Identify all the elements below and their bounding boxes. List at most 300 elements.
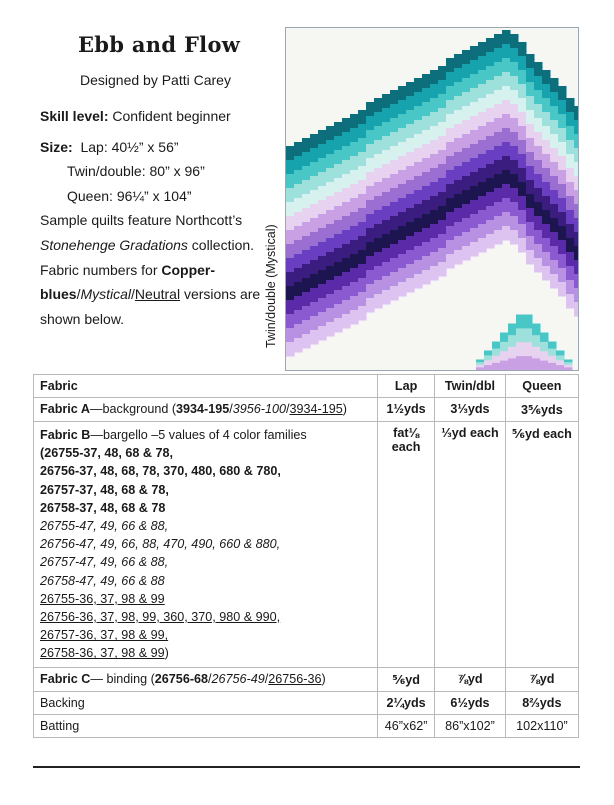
quilt-pyramid-block bbox=[484, 355, 493, 360]
quilt-band-block bbox=[342, 160, 351, 175]
quilt-band-block bbox=[406, 110, 415, 125]
quilt-band-block bbox=[334, 276, 343, 291]
quilt-pyramid-block bbox=[516, 342, 525, 356]
quilt-band-block bbox=[390, 118, 399, 133]
quilt-band-block bbox=[414, 218, 423, 233]
quilt-band-block bbox=[390, 132, 399, 147]
quilt-pyramid-block bbox=[556, 351, 565, 356]
quilt-band-block bbox=[542, 168, 551, 183]
quilt-band-block bbox=[294, 296, 303, 311]
quilt-band-block bbox=[542, 98, 551, 113]
quilt-band-block bbox=[558, 86, 567, 101]
quilt-band-block bbox=[422, 242, 431, 257]
quilt-band-block bbox=[318, 326, 327, 341]
quilt-band-block bbox=[454, 250, 463, 265]
quilt-band-block bbox=[398, 156, 407, 171]
quilt-band-block bbox=[414, 92, 423, 107]
quilt-band-block bbox=[414, 78, 423, 93]
quilt-band-block bbox=[534, 104, 543, 119]
quilt-band-block bbox=[526, 194, 535, 209]
quilt-band-block bbox=[302, 222, 311, 237]
quilt-band-block bbox=[406, 278, 415, 293]
quilt-band-block bbox=[374, 196, 383, 211]
quilt-band-block bbox=[374, 294, 383, 309]
quilt-band-block bbox=[382, 248, 391, 263]
quilt-band-block bbox=[574, 260, 579, 275]
quilt-band-block bbox=[414, 260, 423, 275]
quilt-band-block bbox=[406, 222, 415, 237]
quilt-band-block bbox=[566, 168, 575, 183]
quilt-band-block bbox=[310, 330, 319, 345]
quilt-band-block bbox=[342, 314, 351, 329]
quilt-band-block bbox=[454, 166, 463, 181]
quilt-band-block bbox=[510, 104, 519, 119]
quilt-band-block bbox=[558, 282, 567, 297]
quilt-band-block bbox=[414, 162, 423, 177]
sample-text-3: versions are shown below. bbox=[40, 286, 261, 327]
quilt-band-block bbox=[302, 334, 311, 349]
quilt-band-block bbox=[566, 154, 575, 169]
quilt-band-block bbox=[558, 184, 567, 199]
quilt-band-block bbox=[502, 184, 511, 199]
quilt-band-block bbox=[438, 122, 447, 137]
quilt-band-block bbox=[310, 232, 319, 247]
quilt-band-block bbox=[494, 216, 503, 231]
quilt-band-block bbox=[534, 174, 543, 189]
quilt-band-block bbox=[494, 188, 503, 203]
quilt-band-block bbox=[454, 82, 463, 97]
quilt-band-block bbox=[446, 128, 455, 143]
fabric-b-copper-line: (26755-37, 48, 68 & 78, bbox=[40, 446, 174, 461]
quilt-band-block bbox=[566, 112, 575, 127]
quilt-band-block bbox=[446, 254, 455, 269]
quilt-band-block bbox=[510, 132, 519, 147]
quilt-band-block bbox=[438, 234, 447, 249]
quilt-band-block bbox=[390, 286, 399, 301]
quilt-band-block bbox=[326, 280, 335, 295]
quilt-band-block bbox=[550, 204, 559, 219]
quilt-pyramid-block bbox=[532, 324, 541, 336]
quilt-band-block bbox=[358, 110, 367, 125]
quilt-band-block bbox=[470, 46, 479, 61]
quilt-band-block bbox=[566, 210, 575, 225]
quilt-band-block bbox=[566, 140, 575, 155]
quilt-band-block bbox=[302, 152, 311, 167]
quilt-band-block bbox=[542, 182, 551, 197]
quilt-band-block bbox=[486, 178, 495, 193]
quilt-band-block bbox=[382, 164, 391, 179]
quilt-band-block bbox=[446, 240, 455, 255]
quilt-band-block bbox=[342, 202, 351, 217]
quilt-band-block bbox=[566, 280, 575, 295]
quilt-band-block bbox=[542, 70, 551, 85]
skill-value: Confident beginner bbox=[108, 108, 231, 124]
quilt-band-block bbox=[454, 96, 463, 111]
quilt-pyramid-block bbox=[516, 315, 525, 329]
quilt-band-block bbox=[542, 84, 551, 99]
quilt-band-block bbox=[350, 240, 359, 255]
quilt-band-block bbox=[486, 206, 495, 221]
fabric-c-mystical: 26756-49 bbox=[211, 671, 265, 686]
quilt-band-block bbox=[326, 322, 335, 337]
quilt-band-block bbox=[574, 218, 579, 233]
quilt-band-block bbox=[374, 266, 383, 281]
quilt-band-block bbox=[318, 186, 327, 201]
quilt-band-block bbox=[558, 240, 567, 255]
quilt-band-block bbox=[310, 204, 319, 219]
quilt-band-block bbox=[398, 142, 407, 157]
quilt-band-block bbox=[414, 106, 423, 121]
quilt-band-block bbox=[542, 238, 551, 253]
backing-twin: 6½yds bbox=[435, 691, 506, 714]
quilt-band-block bbox=[326, 294, 335, 309]
quilt-band-block bbox=[302, 264, 311, 279]
quilt-pyramid-block bbox=[492, 342, 501, 350]
quilt-band-block bbox=[494, 104, 503, 119]
quilt-band-block bbox=[502, 170, 511, 185]
quilt-band-block bbox=[574, 288, 579, 303]
quilt-band-block bbox=[414, 120, 423, 135]
quilt-band-block bbox=[526, 180, 535, 195]
quilt-pyramid-block bbox=[516, 356, 525, 370]
quilt-band-block bbox=[550, 260, 559, 275]
quilt-band-block bbox=[470, 130, 479, 145]
quilt-band-block bbox=[358, 152, 367, 167]
paren: ) bbox=[321, 671, 326, 686]
quilt-band-block bbox=[286, 160, 295, 175]
fabric-requirements-table bbox=[33, 374, 579, 738]
quilt-band-block bbox=[366, 102, 375, 117]
quilt-band-block bbox=[326, 210, 335, 225]
quilt-band-block bbox=[542, 224, 551, 239]
quilt-band-block bbox=[342, 300, 351, 315]
quilt-band-block bbox=[478, 70, 487, 85]
quilt-band-block bbox=[502, 72, 511, 87]
quilt-band-block bbox=[550, 78, 559, 93]
quilt-band-block bbox=[526, 124, 535, 139]
quilt-band-block bbox=[302, 138, 311, 153]
quilt-band-block bbox=[470, 60, 479, 75]
table-header-row bbox=[34, 375, 579, 398]
quilt-pyramid-block bbox=[484, 351, 493, 356]
quilt-band-block bbox=[414, 148, 423, 163]
quilt-band-block bbox=[494, 34, 503, 49]
quilt-band-block bbox=[422, 158, 431, 173]
quilt-band-block bbox=[526, 82, 535, 97]
quilt-band-block bbox=[294, 198, 303, 213]
quilt-band-block bbox=[318, 242, 327, 257]
quilt-band-block bbox=[510, 146, 519, 161]
quilt-band-block bbox=[462, 64, 471, 79]
backing-lap: 2¼yds bbox=[378, 691, 435, 714]
quilt-band-block bbox=[526, 152, 535, 167]
fabric-a-mystical: 3956-100 bbox=[232, 402, 286, 416]
quilt-band-block bbox=[382, 192, 391, 207]
bottom-rule bbox=[33, 766, 580, 768]
quilt-band-block bbox=[534, 76, 543, 91]
quilt-band-block bbox=[326, 252, 335, 267]
sample-note bbox=[40, 208, 270, 331]
quilt-pyramid-block bbox=[540, 361, 549, 371]
quilt-band-block bbox=[422, 228, 431, 243]
quilt-band-block bbox=[526, 208, 535, 223]
quilt-band-block bbox=[574, 148, 579, 163]
quilt-band-block bbox=[422, 172, 431, 187]
quilt-band-block bbox=[334, 220, 343, 235]
quilt-band-block bbox=[454, 152, 463, 167]
quilt-image bbox=[285, 27, 579, 371]
quilt-band-block bbox=[302, 180, 311, 195]
quilt-band-block bbox=[406, 166, 415, 181]
fabric-c-name: Fabric C bbox=[40, 671, 91, 686]
quilt-band-block bbox=[518, 210, 527, 225]
quilt-band-block bbox=[390, 258, 399, 273]
quilt-band-block bbox=[358, 278, 367, 293]
quilt-pyramid-block bbox=[500, 361, 509, 371]
quilt-band-block bbox=[494, 202, 503, 217]
quilt-band-block bbox=[502, 142, 511, 157]
quilt-pyramid-block bbox=[508, 358, 517, 370]
quilt-band-block bbox=[294, 324, 303, 339]
quilt-band-block bbox=[358, 180, 367, 195]
quilt-band-block bbox=[502, 30, 511, 45]
quilt-band-block bbox=[358, 250, 367, 265]
quilt-band-block bbox=[390, 104, 399, 119]
quilt-pyramid-block bbox=[508, 347, 517, 359]
quilt-band-block bbox=[310, 302, 319, 317]
quilt-band-block bbox=[558, 100, 567, 115]
quilt-band-block bbox=[366, 144, 375, 159]
quilt-band-block bbox=[478, 56, 487, 71]
size-label: Size: bbox=[40, 138, 73, 155]
header-twin: Twin/dbl bbox=[435, 375, 506, 398]
quilt-pyramid-block bbox=[484, 365, 493, 370]
fabric-a-copper: 3934-195 bbox=[176, 402, 230, 416]
quilt-band-block bbox=[422, 74, 431, 89]
slash: / bbox=[208, 671, 212, 686]
quilt-band-block bbox=[534, 244, 543, 259]
quilt-band-block bbox=[318, 270, 327, 285]
quilt-band-block bbox=[510, 188, 519, 203]
quilt-band-block bbox=[350, 254, 359, 269]
quilt-band-block bbox=[518, 42, 527, 57]
quilt-band-block bbox=[294, 212, 303, 227]
quilt-band-block bbox=[374, 168, 383, 183]
quilt-pyramid-block bbox=[492, 363, 501, 371]
quilt-band-block bbox=[510, 202, 519, 217]
quilt-band-block bbox=[350, 310, 359, 325]
quilt-band-block bbox=[342, 230, 351, 245]
quilt-band-block bbox=[486, 122, 495, 137]
size-lap-value: Lap: 40½” x 56” bbox=[80, 138, 179, 155]
quilt-band-block bbox=[302, 306, 311, 321]
header-queen: Queen bbox=[505, 375, 578, 398]
quilt-band-block bbox=[550, 176, 559, 191]
quilt-pyramid-block bbox=[500, 342, 509, 352]
quilt-band-block bbox=[374, 140, 383, 155]
quilt-band-block bbox=[350, 226, 359, 241]
quilt-band-block bbox=[550, 92, 559, 107]
quilt-band-block bbox=[502, 100, 511, 115]
quilt-band-block bbox=[294, 310, 303, 325]
quilt-band-block bbox=[550, 190, 559, 205]
quilt-band-block bbox=[286, 188, 295, 203]
quilt-band-block bbox=[326, 154, 335, 169]
quilt-band-block bbox=[350, 282, 359, 297]
quilt-band-block bbox=[390, 272, 399, 287]
quilt-band-block bbox=[286, 272, 295, 287]
quilt-pyramid-block bbox=[532, 347, 541, 359]
quilt-band-block bbox=[454, 222, 463, 237]
quilt-band-block bbox=[550, 106, 559, 121]
quilt-band-block bbox=[486, 38, 495, 53]
quilt-band-block bbox=[326, 224, 335, 239]
quilt-band-block bbox=[574, 204, 579, 219]
quilt-band-block bbox=[438, 164, 447, 179]
quilt-band-block bbox=[454, 138, 463, 153]
slash: / bbox=[264, 671, 269, 686]
table-row-fabric-c bbox=[34, 667, 579, 691]
backing-label: Backing bbox=[34, 691, 378, 714]
quilt-band-block bbox=[342, 286, 351, 301]
quilt-band-block bbox=[510, 34, 519, 49]
fabric-b-mystical-line: 26758-47, 49, 66 & 88 bbox=[40, 573, 165, 588]
quilt-band-block bbox=[286, 230, 295, 245]
quilt-band-block bbox=[526, 236, 535, 251]
quilt-band-block bbox=[374, 238, 383, 253]
quilt-band-block bbox=[438, 66, 447, 81]
quilt-band-block bbox=[294, 226, 303, 241]
quilt-band-block bbox=[438, 108, 447, 123]
quilt-band-block bbox=[470, 74, 479, 89]
quilt-band-block bbox=[430, 112, 439, 127]
quilt-band-block bbox=[574, 162, 579, 177]
quilt-band-block bbox=[302, 320, 311, 335]
quilt-pyramid-block bbox=[492, 349, 501, 357]
quilt-band-block bbox=[558, 254, 567, 269]
skill-level bbox=[40, 104, 270, 129]
quilt-band-block bbox=[398, 282, 407, 297]
quilt-band-block bbox=[534, 202, 543, 217]
quilt-band-block bbox=[446, 58, 455, 73]
quilt-band-block bbox=[390, 216, 399, 231]
quilt-band-block bbox=[486, 192, 495, 207]
quilt-band-block bbox=[566, 238, 575, 253]
quilt-band-block bbox=[478, 98, 487, 113]
quilt-band-block bbox=[382, 178, 391, 193]
quilt-band-block bbox=[510, 76, 519, 91]
quilt-band-block bbox=[334, 192, 343, 207]
quilt-pyramid-block bbox=[524, 342, 533, 356]
quilt-band-block bbox=[534, 90, 543, 105]
quilt-band-block bbox=[318, 256, 327, 271]
fabric-b-cell bbox=[34, 422, 378, 668]
quilt-band-block bbox=[318, 214, 327, 229]
quilt-band-block bbox=[294, 268, 303, 283]
quilt-band-block bbox=[334, 262, 343, 277]
quilt-band-block bbox=[366, 200, 375, 215]
slash: / bbox=[76, 286, 81, 303]
quilt-band-block bbox=[446, 100, 455, 115]
quilt-band-block bbox=[406, 180, 415, 195]
quilt-band-block bbox=[414, 232, 423, 247]
quilt-band-block bbox=[470, 88, 479, 103]
quilt-band-block bbox=[318, 312, 327, 327]
quilt-band-block bbox=[350, 268, 359, 283]
quilt-pyramid-block bbox=[548, 356, 557, 364]
quilt-band-block bbox=[310, 190, 319, 205]
quilt-band-block bbox=[422, 116, 431, 131]
fabric-b-mystical-line: 26755-47, 49, 66 & 88, bbox=[40, 519, 169, 534]
quilt-band-block bbox=[374, 126, 383, 141]
quilt-band-block bbox=[414, 204, 423, 219]
quilt-band-block bbox=[446, 226, 455, 241]
version-neutral: Neutral bbox=[134, 286, 181, 303]
quilt-band-block bbox=[502, 114, 511, 129]
quilt-band-block bbox=[318, 228, 327, 243]
quilt-band-block bbox=[566, 196, 575, 211]
quilt-band-block bbox=[342, 258, 351, 273]
table-row-fabric-b bbox=[34, 422, 579, 668]
quilt-band-block bbox=[382, 136, 391, 151]
quilt-band-block bbox=[454, 180, 463, 195]
quilt-band-block bbox=[406, 264, 415, 279]
quilt-band-block bbox=[478, 140, 487, 155]
quilt-band-block bbox=[454, 124, 463, 139]
quilt-band-block bbox=[502, 58, 511, 73]
table-row-fabric-a bbox=[34, 398, 579, 422]
quilt-band-block bbox=[302, 208, 311, 223]
quilt-band-block bbox=[566, 266, 575, 281]
quilt-band-block bbox=[366, 298, 375, 313]
quilt-band-block bbox=[478, 224, 487, 239]
quilt-band-block bbox=[462, 190, 471, 205]
quilt-band-block bbox=[366, 130, 375, 145]
quilt-band-block bbox=[422, 144, 431, 159]
quilt-band-block bbox=[542, 154, 551, 169]
fabric-b-twin: ⅓yd each bbox=[435, 422, 506, 668]
batting-lap: 46”x62” bbox=[378, 714, 435, 737]
quilt-band-block bbox=[358, 138, 367, 153]
quilt-band-block bbox=[334, 206, 343, 221]
quilt-band-block bbox=[294, 170, 303, 185]
quilt-band-block bbox=[286, 174, 295, 189]
quilt-band-block bbox=[446, 114, 455, 129]
quilt-band-block bbox=[478, 238, 487, 253]
quilt-band-block bbox=[446, 72, 455, 87]
quilt-band-block bbox=[526, 222, 535, 237]
quilt-band-block bbox=[334, 304, 343, 319]
quilt-band-block bbox=[438, 206, 447, 221]
quilt-band-block bbox=[398, 100, 407, 115]
quilt-band-block bbox=[542, 210, 551, 225]
quilt-band-block bbox=[438, 178, 447, 193]
quilt-band-block bbox=[478, 112, 487, 127]
quilt-band-block bbox=[382, 150, 391, 165]
quilt-band-block bbox=[294, 254, 303, 269]
fabric-b-copper-line: 26756-37, 48, 68, 78, 370, 480, 680 & 780, bbox=[40, 464, 281, 479]
quilt-band-block bbox=[358, 292, 367, 307]
quilt-pyramid-block bbox=[500, 351, 509, 361]
quilt-band-block bbox=[382, 234, 391, 249]
quilt-band-block bbox=[414, 274, 423, 289]
quilt-band-block bbox=[342, 174, 351, 189]
quilt-band-block bbox=[398, 86, 407, 101]
quilt-band-block bbox=[326, 182, 335, 197]
quilt-band-block bbox=[390, 244, 399, 259]
quilt-band-block bbox=[422, 200, 431, 215]
quilt-band-block bbox=[382, 220, 391, 235]
